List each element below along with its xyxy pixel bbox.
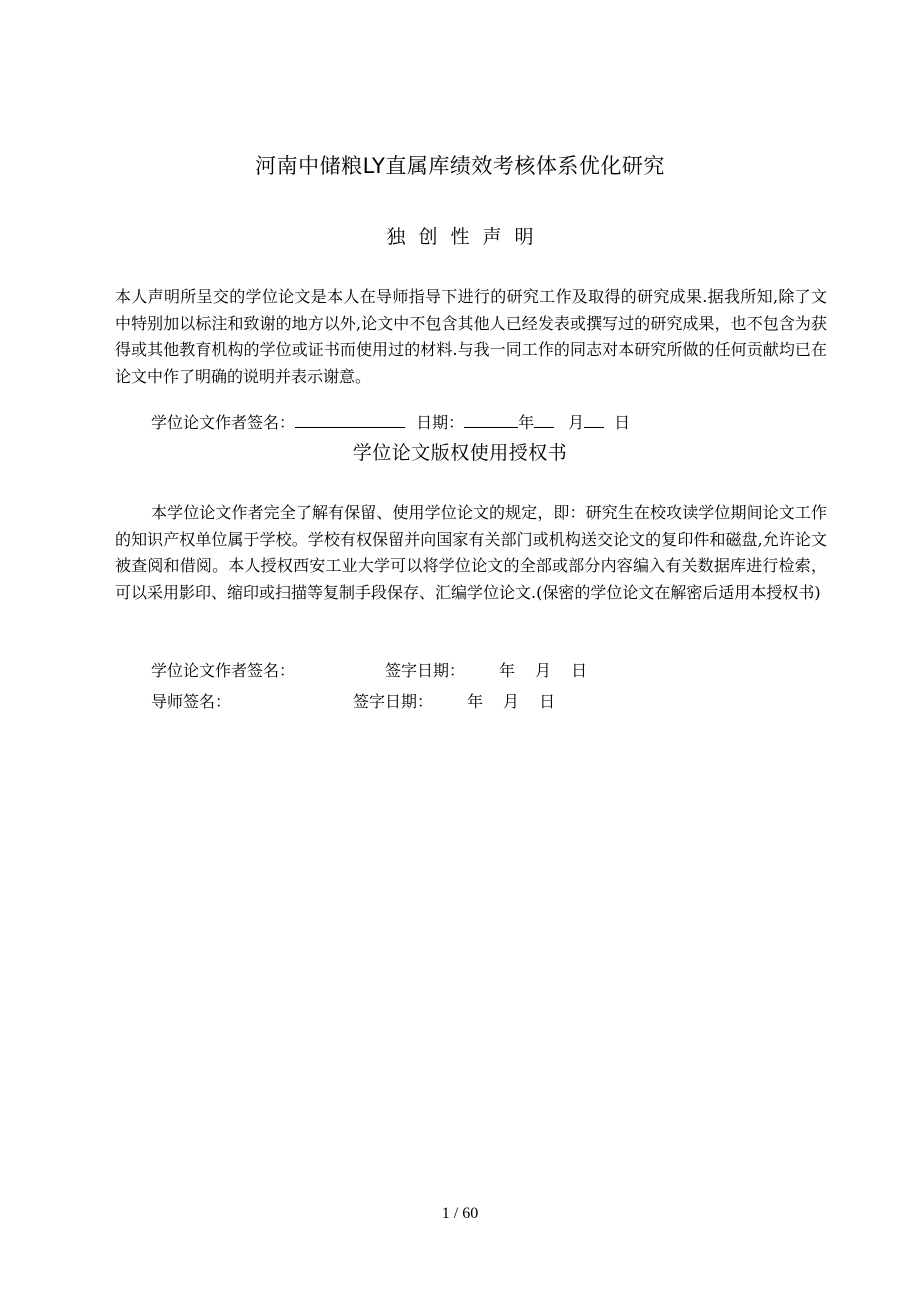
day-label: 日 [539, 692, 556, 711]
declaration-signature-line [151, 410, 630, 433]
month-blank [534, 413, 554, 428]
month-label: 月 [535, 661, 552, 680]
month-label: 月 [568, 413, 585, 432]
year-blank [464, 413, 518, 428]
year-label: 年 [467, 692, 484, 711]
signature-blank [295, 413, 405, 428]
day-label: 日 [614, 413, 631, 432]
document-title: 河南中储粮LY直属库绩效考核体系优化研究 [255, 154, 665, 178]
year-label: 年 [499, 661, 516, 680]
day-blank [584, 413, 604, 428]
authorization-body: 本学位论文作者完全了解有保留、使用学位论文的规定，即：研究生在校攻读学位期间论文工作的知识产权单位属于学校。学校有权保留并向国家有关部门或机构送交论文的复印件和磁盘,允许论文被查阅和借阅。本人授权西安工业大学可以将学位论文的全部或部分内容编入有关数据库进行检索，可以采用影印、缩印或扫描等复制手段保存、汇编学位论文.(保密的学位论文在解密后适用本授权书) [115, 503, 827, 602]
page-number: 1 / 60 [441, 1205, 479, 1222]
date-label: 日期： [416, 413, 465, 432]
authorization-heading: 学位论文版权使用授权书 [352, 442, 568, 464]
author-signature-line [151, 658, 587, 681]
day-label: 日 [571, 661, 588, 680]
supervisor-signature-label: 导师签名： [151, 692, 232, 711]
supervisor-signature-line [151, 689, 555, 712]
year-label: 年 [518, 413, 535, 432]
declaration-body: 本人声明所呈交的学位论文是本人在导师指导下进行的研究工作及取得的研究成果.据我所知,除了文中特别加以标注和致谢的地方以外,论文中不包含其他人已经发表或撰写过的研究成果，也不包含为获得或其他教育机构的学位或证书而使用过的材料.与我一同工作的同志对本研究所做的任何贡献均已在论文中作了明确的说明并表示谢意。 [115, 287, 827, 386]
sign-date-label: 签字日期： [353, 692, 434, 711]
author-signature-label: 学位论文作者签名： [151, 413, 296, 432]
author-signature-label: 学位论文作者签名： [151, 661, 296, 680]
sign-date-label: 签字日期： [385, 661, 466, 680]
declaration-heading: 独创性声明 [386, 226, 547, 248]
month-label: 月 [503, 692, 520, 711]
